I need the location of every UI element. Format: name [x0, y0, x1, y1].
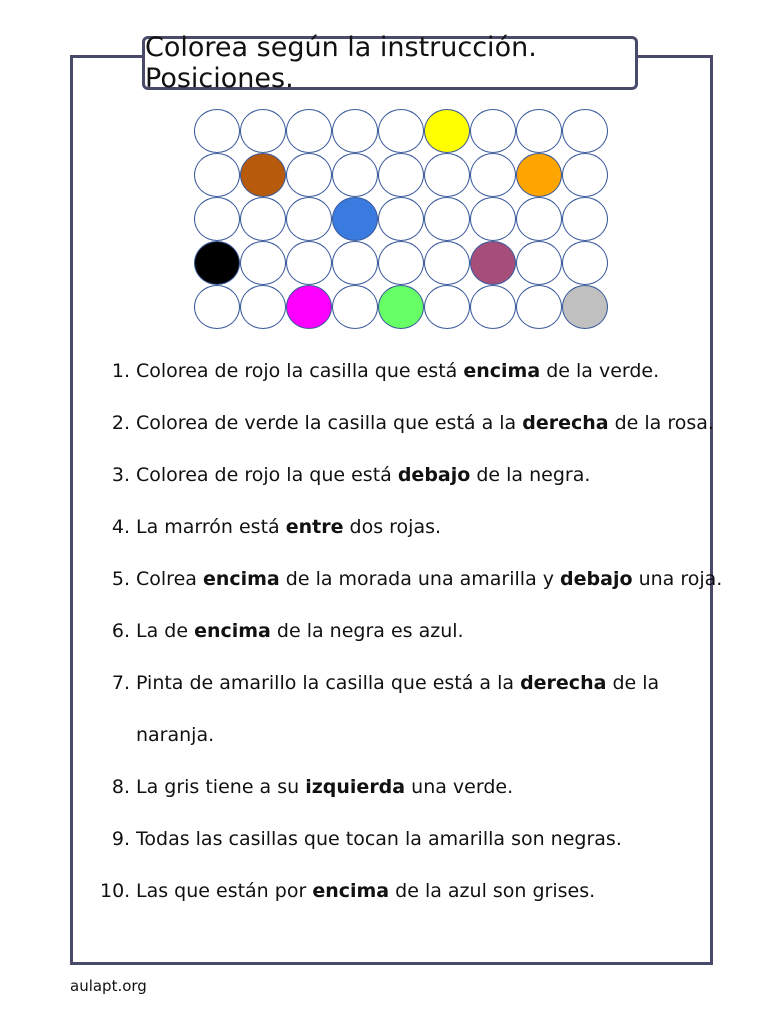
- grid-circle[interactable]: [240, 109, 286, 153]
- grid-circle[interactable]: [286, 153, 332, 197]
- grid-circle[interactable]: [332, 197, 378, 241]
- instruction-fragment: de la: [606, 672, 660, 694]
- instruction-fragment: Colorea de rojo la casilla que está: [136, 360, 464, 382]
- grid-circle[interactable]: [424, 285, 470, 329]
- grid-circle[interactable]: [562, 241, 608, 285]
- grid-circle[interactable]: [470, 153, 516, 197]
- grid-circle[interactable]: [424, 241, 470, 285]
- grid-circle[interactable]: [516, 109, 562, 153]
- instruction-fragment: Las que están por: [136, 880, 313, 902]
- grid-circle[interactable]: [470, 197, 516, 241]
- grid-circle[interactable]: [240, 197, 286, 241]
- instruction-fragment: de la verde.: [540, 360, 660, 382]
- grid-circle[interactable]: [286, 285, 332, 329]
- instruction-text: [136, 618, 464, 644]
- grid-circle[interactable]: [470, 285, 516, 329]
- grid-circle[interactable]: [332, 241, 378, 285]
- grid-circle[interactable]: [470, 241, 516, 285]
- keyword-bold: derecha: [522, 412, 609, 434]
- grid-circle[interactable]: [516, 285, 562, 329]
- footer-source: aulapt.org: [70, 977, 147, 995]
- grid-circle[interactable]: [332, 153, 378, 197]
- instruction-text: [136, 514, 441, 540]
- grid-circle[interactable]: [194, 153, 240, 197]
- grid-circle[interactable]: [470, 109, 516, 153]
- grid-circle[interactable]: [286, 241, 332, 285]
- instruction-text: [136, 774, 513, 800]
- instruction-number: 2.: [111, 412, 130, 434]
- grid-circle[interactable]: [424, 197, 470, 241]
- instruction-number: 5.: [111, 568, 130, 590]
- instruction-text: [136, 410, 714, 436]
- grid-circle[interactable]: [194, 197, 240, 241]
- instruction-text: [136, 462, 590, 488]
- instruction-fragment: Colorea de rojo la que está: [136, 464, 398, 486]
- grid-circle[interactable]: [378, 109, 424, 153]
- grid-circle[interactable]: [194, 241, 240, 285]
- grid-circle[interactable]: [516, 197, 562, 241]
- grid-circle[interactable]: [332, 109, 378, 153]
- worksheet-title: [142, 32, 638, 94]
- grid-circle[interactable]: [332, 285, 378, 329]
- instruction-number: 1.: [111, 360, 130, 382]
- instruction-fragment: Colorea de verde la casilla que está a la: [136, 412, 523, 434]
- instruction-fragment: una roja.: [632, 568, 723, 590]
- grid-circle[interactable]: [562, 285, 608, 329]
- instruction-fragment: una verde.: [405, 776, 514, 798]
- grid-circle[interactable]: [286, 197, 332, 241]
- grid-circle[interactable]: [516, 153, 562, 197]
- grid-circle[interactable]: [516, 241, 562, 285]
- instruction-number: 3.: [111, 464, 130, 486]
- keyword-bold: debajo: [397, 464, 471, 486]
- keyword-bold: encima: [312, 880, 390, 902]
- instruction-fragment: dos rojas.: [343, 516, 442, 538]
- grid-circle[interactable]: [240, 241, 286, 285]
- grid-circle[interactable]: [424, 109, 470, 153]
- grid-circle[interactable]: [378, 153, 424, 197]
- instruction-number: 6.: [111, 620, 130, 642]
- instruction-fragment: La marrón está: [136, 516, 286, 538]
- instruction-number: 10.: [100, 880, 131, 902]
- instruction-fragment: de la rosa.: [608, 412, 714, 434]
- circle-grid: [194, 109, 608, 329]
- instruction-text: [136, 826, 622, 852]
- instruction-text: [136, 566, 722, 592]
- grid-circle[interactable]: [286, 109, 332, 153]
- title-text: Colorea según la instrucción. Posiciones.: [145, 32, 537, 94]
- instruction-fragment: La de: [136, 620, 195, 642]
- instruction-fragment: Todas las casillas que tocan la amarilla son negras.: [136, 828, 622, 850]
- grid-circle[interactable]: [378, 285, 424, 329]
- keyword-bold: encima: [463, 360, 541, 382]
- grid-circle[interactable]: [378, 241, 424, 285]
- instruction-fragment: de la azul son grises.: [389, 880, 596, 902]
- grid-circle[interactable]: [562, 153, 608, 197]
- instruction-number: 8.: [111, 776, 130, 798]
- keyword-bold: entre: [285, 516, 344, 538]
- instruction-fragment: Pinta de amarillo la casilla que está a la: [136, 672, 521, 694]
- grid-circle[interactable]: [424, 153, 470, 197]
- grid-circle[interactable]: [240, 153, 286, 197]
- keyword-bold: derecha: [520, 672, 607, 694]
- grid-circle[interactable]: [378, 197, 424, 241]
- keyword-bold: izquierda: [305, 776, 406, 798]
- instruction-text: [136, 670, 659, 696]
- grid-circle[interactable]: [194, 285, 240, 329]
- instruction-number: 4.: [111, 516, 130, 538]
- instruction-fragment: naranja.: [136, 724, 215, 746]
- instruction-fragment: de la morada una amarilla y: [279, 568, 561, 590]
- grid-circle[interactable]: [194, 109, 240, 153]
- grid-circle[interactable]: [562, 109, 608, 153]
- keyword-bold: encima: [202, 568, 280, 590]
- instruction-number: 7.: [111, 672, 130, 694]
- instruction-number: 9.: [111, 828, 130, 850]
- grid-circle[interactable]: [240, 285, 286, 329]
- instruction-text: [136, 722, 214, 748]
- instruction-fragment: Colrea: [136, 568, 203, 590]
- instruction-text: [136, 358, 659, 384]
- instruction-fragment: de la negra es azul.: [270, 620, 464, 642]
- instruction-fragment: de la negra.: [470, 464, 591, 486]
- grid-circle[interactable]: [562, 197, 608, 241]
- keyword-bold: debajo: [560, 568, 633, 590]
- keyword-bold: encima: [194, 620, 271, 642]
- instruction-text: [136, 878, 595, 904]
- instruction-fragment: La gris tiene a su: [136, 776, 306, 798]
